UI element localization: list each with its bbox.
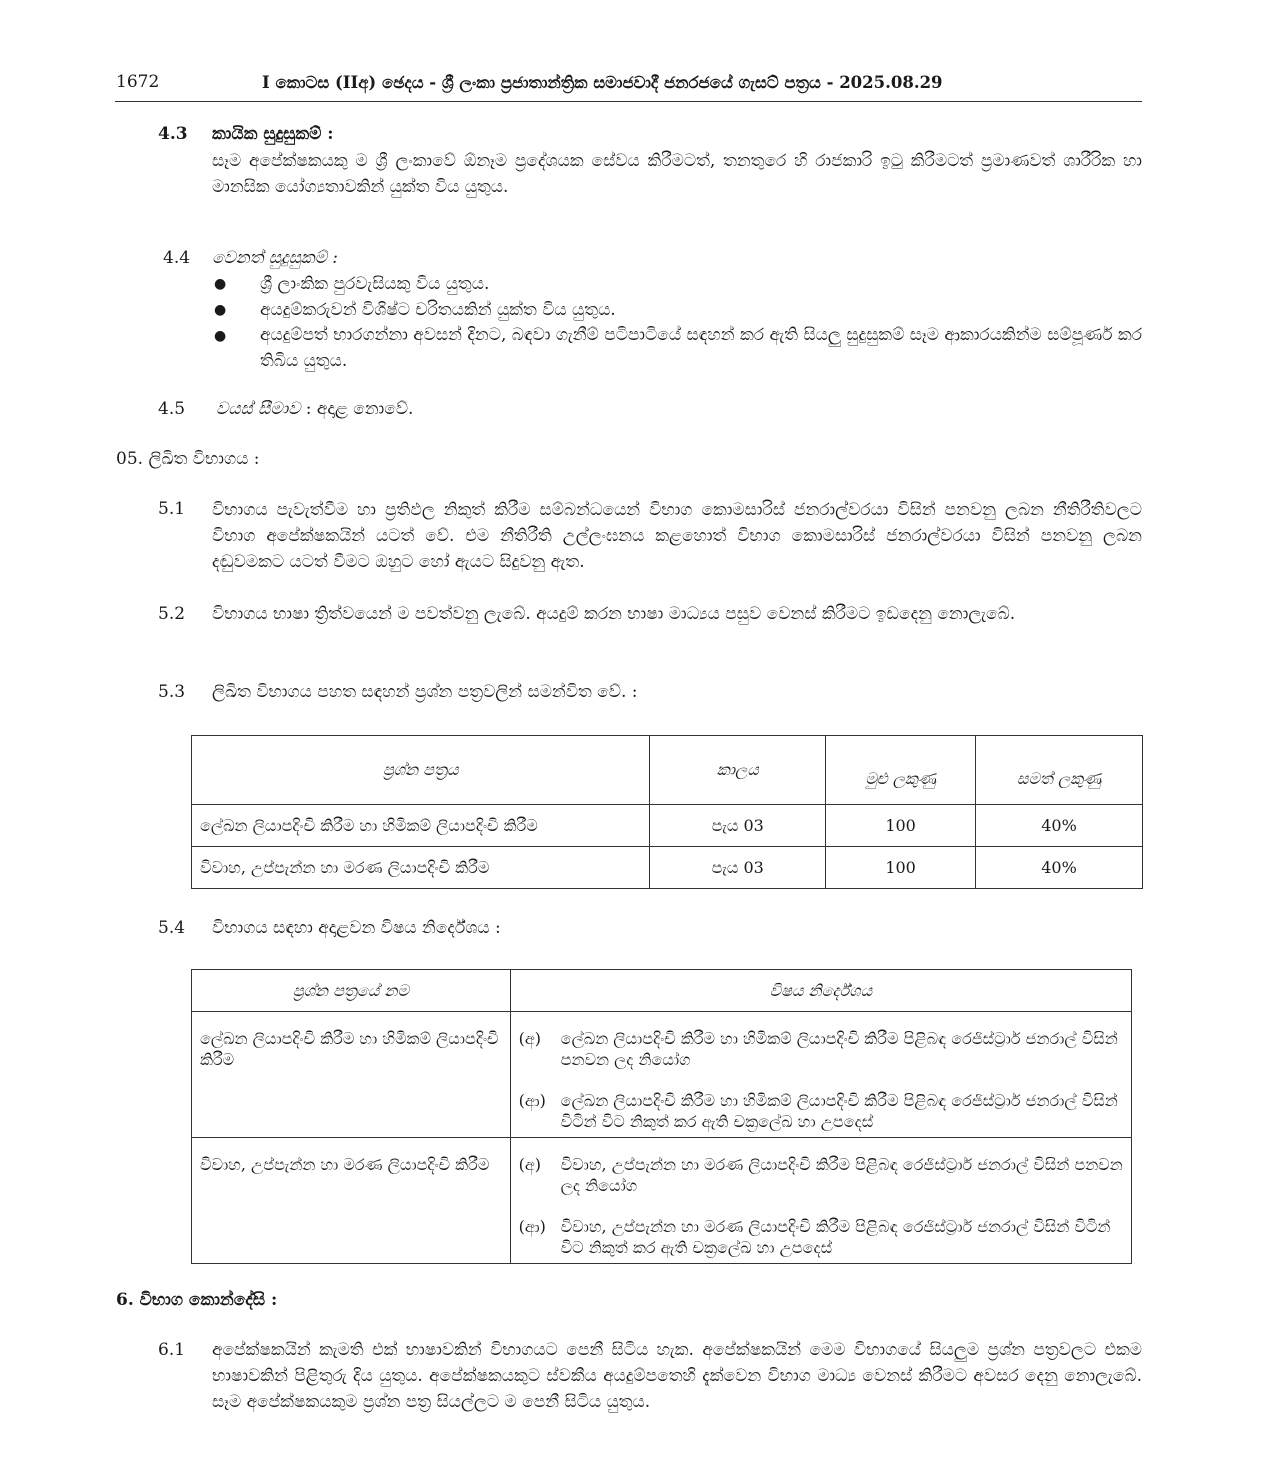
header-divider [115,101,1142,102]
syllabus-table [191,969,1132,1264]
section-5-3-number: 5.3 [158,682,186,702]
syllabus-item [511,1028,1131,1070]
table-row [192,847,1143,889]
section-6-heading: 6. විභාග කොන්දේසි : [116,1290,278,1310]
table-cell: 40% [976,805,1143,847]
paper-name-cell: විවාහ, උප්පැන්න හා මරණ ලියාපදිංචි කිරීම [192,1138,511,1264]
section-4-4-bullet: අයදුම්කරුවන් විශිෂ්ට චරිතයකින් යුක්ත විය යුතුය. [260,300,616,320]
table-cell: ලේඛන ලියාපදිංචි කිරීම හා හිමිකම් ලියාපදිංචි කිරීම [192,805,650,847]
table-header-row [192,970,1132,1012]
section-4-4-bullet: අයදුම්පත් භාරගන්නා අවසන් දිනට, බඳවා ගැනීම් පටිපාටියේ සඳහන් කර ඇති සියලු සුදුසුකම් සෑම ආකාරයකින්ම සම්පූර්ණ කර තිබිය යුතුය. [260,325,1142,371]
section-4-4-heading: වෙනත් සුදුසුකම් : [212,248,338,268]
bullet-icon: ● [214,328,227,344]
syllabus-cell [510,1138,1131,1264]
table-cell: විවාහ, උප්පැන්න හා මරණ ලියාපදිංචි කිරීම [192,847,650,889]
section-5-1-number: 5.1 [158,499,186,519]
table-header-cell: ප්‍රශ්න පත්‍රය [192,736,650,805]
item-label: (ආ) [518,1217,546,1236]
exam-papers-table [191,735,1143,889]
item-text: ලේඛන ලියාපදිංචි කිරීම හා හිමිකම් ලියාපදිංචි කිරීම පිළිබඳ රෙජිස්ට්‍රාර් ජනරාල් විසින් පනවන ලද නියෝග [560,1029,1118,1069]
item-label: (අ) [518,1029,542,1048]
table-row [192,1012,1132,1138]
age-limit-label: වයස් සීමාව [216,399,301,419]
table-header-cell: කාලය [650,736,826,805]
item-text: විවාහ, උප්පැන්න හා මරණ ලියාපදිංචි කිරීම පිළිබඳ රෙජිස්ට්‍රාර් ජනරාල් විසින් පනවන ලද නියෝග [560,1155,1123,1195]
syllabus-item [511,1154,1131,1196]
section-6-1-number: 6.1 [158,1340,186,1360]
section-5-1-text: විභාගය පැවැත්වීම හා ප්‍රතිඵල නිකුත් කිරීම සම්බන්ධයෙන් විභාග කොමසාරිස් ජනරාල්වරයා විසින් පනවනු ලබන නීතිරීතිවලට විභාග අපේක්ෂකයින් යටත් වේ. එම නීතිරීති උල්ලංඝනය කළහොත් විභාග කොමසාරිස් ජනරාල්වරයා විසින් පනවනු ලබන දඬුවමකට යටත් වීමට ඔහුට හෝ ඇයට සිදුවනු ඇත. [212,500,1142,572]
table-header-cell: මුළු ලකුණු [826,736,976,805]
item-label: (ආ) [518,1091,546,1110]
section-4-5-line [216,399,413,419]
table-cell: 100 [826,847,976,889]
section-5-4-number: 5.4 [158,918,186,938]
gazette-header-title: I කොටස (IIඅ) ඡෙදය - ශ්‍රී ලංකා ප්‍රජාතාන්ත්‍රික සමාජවාදී ජනරජයේ ගැසට් පත්‍රය - 2025.08.29 [262,73,943,92]
section-4-3-heading: කායික සුදුසුකම් : [212,124,334,144]
table-header-cell: ප්‍රශ්න පත්‍රයේ නම [192,970,511,1012]
table-cell: පැය 03 [650,847,826,889]
table-cell: 100 [826,805,976,847]
section-5-3-text: ලිඛිත විභාගය පහත සඳහන් ප්‍රශ්න පත්‍රවලින් සමන්විත වේ. : [212,682,638,702]
section-4-4-bullet: ශ්‍රී ලාංකික පුරවැසියකු විය යුතුය. [260,274,490,294]
section-4-4-number: 4.4 [163,248,191,268]
syllabus-cell [510,1012,1131,1138]
item-text: විවාහ, උප්පැන්න හා මරණ ලියාපදිංචි කිරීම පිළිබඳ රෙජිස්ට්‍රාර් ජනරාල් විසින් විටින් විට නිකුත් කර ඇති චක්‍රලේඛ හා උපදෙස් [560,1217,1111,1257]
paper-name-cell: ලේඛන ලියාපදිංචි කිරීම හා හිමිකම් ලියාපදිංචි කිරීම [192,1012,511,1138]
syllabus-item [511,1090,1131,1132]
table-header-cell: විෂය නිර්දේශය [510,970,1131,1012]
table-cell: 40% [976,847,1143,889]
page-number: 1672 [116,72,160,92]
section-5-2-text: විභාගය භාෂා ත්‍රිත්වයෙන් ම පවත්වනු ලැබේ. අයදුම් කරන භාෂා මාධ්‍යය පසුව වෙනස් කිරීමට ඉඩදෙනු නොලැබේ. [212,604,1016,624]
age-limit-value: : අදාළ නොවේ. [305,399,414,419]
table-cell: පැය 03 [650,805,826,847]
section-4-5-number: 4.5 [158,399,186,419]
section-5-heading: 05. ලිඛිත විභාගය : [116,449,260,469]
section-4-3-number: 4.3 [158,124,188,144]
syllabus-item [511,1216,1131,1258]
section-5-4-text: විභාගය සඳහා අදාළවන විෂය නිර්දේශය : [212,918,501,938]
table-row [192,805,1143,847]
table-header-row [192,736,1143,805]
bullet-icon: ● [214,276,227,292]
table-header-cell: සමත් ලකුණු [976,736,1143,805]
item-label: (අ) [518,1155,542,1174]
bullet-icon: ● [214,302,227,318]
section-5-2-number: 5.2 [158,604,186,624]
section-4-3-text: සෑම අපේක්ෂකයකු ම ශ්‍රී ලංකාවේ ඕනෑම ප්‍රදේශයක සේවය කිරීමටත්, තනතුරෙ හි රාජකාරි ඉටු කිරීමටත් ප්‍රමාණවත් ශාරීරික හා මානසික යෝග්‍යතාවකින් යුක්ත විය යුතුය. [212,151,1142,197]
section-6-1-text: අපේක්ෂකයින් කැමති එක් භාෂාවකින් විභාගයට පෙනී සිටිය හැක. අපේක්ෂකයින් මෙම විභාගයේ සියලුම ප්‍රශ්න පත්‍රවලට එකම භාෂාවකින් පිළිතුරු දිය යුතුය. අපේක්ෂකයකුට ස්වකීය අයදුම්පතෙහි දැක්වෙන විභාග මාධ්‍ය වෙනස් කිරීමට අවසර දෙනු නොලැබේ. සෑම අපේක්ෂකයකුම ප්‍රශ්න පත්‍ර සියල්ලට ම පෙනී සිටිය යුතුය. [212,1340,1142,1412]
item-text: ලේඛන ලියාපදිංචි කිරීම හා හිමිකම් ලියාපදිංචි කිරීම පිළිබඳ රෙජිස්ට්‍රාර් ජනරාල් විසින් විටින් විට නිකුත් කර ඇති චක්‍රලේඛ හා උපදෙස් [560,1091,1118,1131]
table-row [192,1138,1132,1264]
